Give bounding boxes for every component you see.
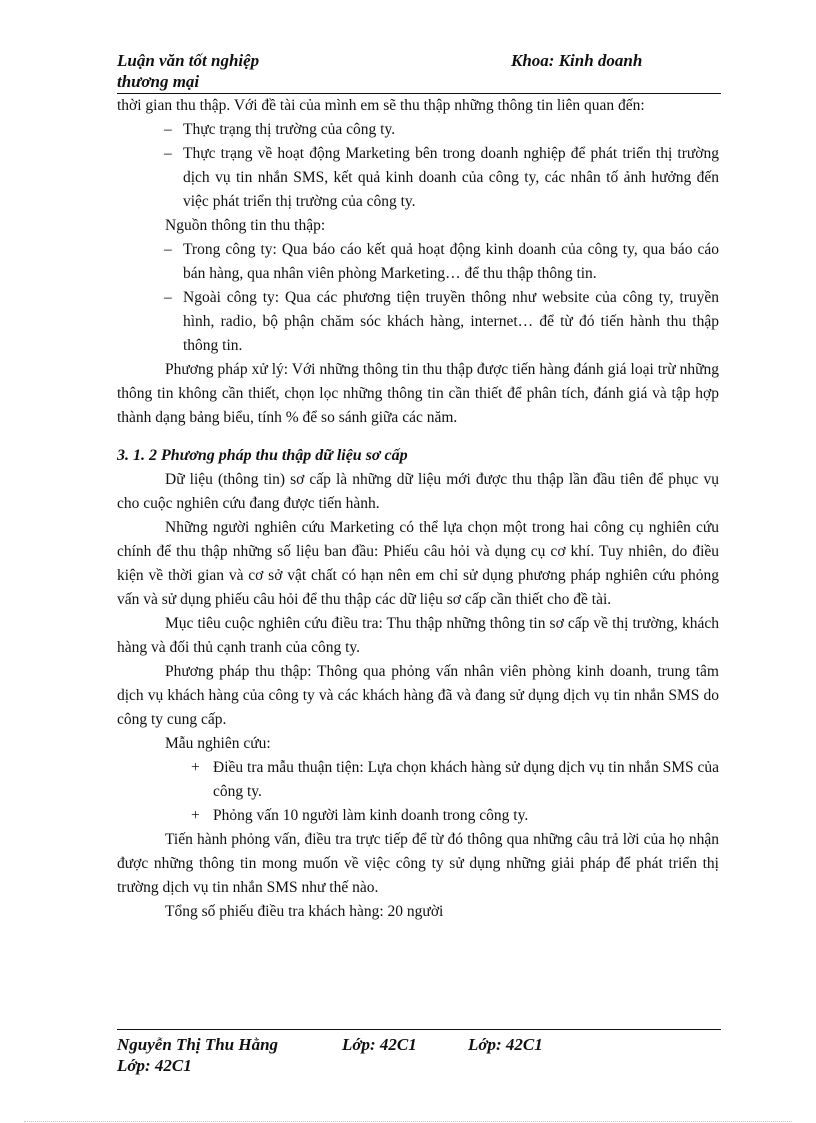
document-body xyxy=(117,94,719,924)
body-paragraph: Phương pháp thu thập: Thông qua phỏng vấn nhân viên phòng kinh doanh, trung tâm dịch vụ khách hàng của công ty và các khách hàng đã và đang sử dụng dịch vụ tin nhắn SMS do công ty cung cấp. xyxy=(117,663,719,728)
dash-marker: – xyxy=(164,289,172,306)
body-paragraph: Tổng số phiếu điều tra khách hàng: 20 người xyxy=(165,903,444,920)
dash-marker: – xyxy=(164,145,172,162)
list-item xyxy=(117,756,719,804)
list-item xyxy=(117,118,719,142)
list-item-text: Thực trạng thị trường của công ty. xyxy=(183,121,396,138)
plus-marker: + xyxy=(191,759,200,776)
list-item xyxy=(117,142,719,214)
body-paragraph: Những người nghiên cứu Marketing có thể lựa chọn một trong hai công cụ nghiên cứu chính để thu thập những số liệu ban đầu: Phiếu câu hỏi và dụng cụ cơ khí. Tuy nhiên, do điều kiện về thời gian và cơ sở vật chất có hạn nên em chỉ sử dụng phương pháp nghiên cứu phỏng vấn và sử dụng phiếu câu hỏi để thu thập các dữ liệu sơ cấp cần thiết cho đề tài. xyxy=(117,519,719,608)
list-item xyxy=(117,804,719,828)
header-faculty: Khoa: Kinh doanh xyxy=(511,51,643,70)
body-paragraph: Mục tiêu cuộc nghiên cứu điều tra: Thu thập những thông tin sơ cấp về thị trường, khách hàng và đối thủ cạnh tranh của công ty. xyxy=(117,615,719,656)
footer-class: Lớp: 42C1 xyxy=(342,1035,417,1054)
processing-paragraph: Phương pháp xử lý: Với những thông tin thu thập được tiến hàng đánh giá loại trừ những thông tin không cần thiết, chọn lọc những thông tin cần thiết để phân tích, đánh giá và tập hợp thành dạng bảng biểu, tính % để so sánh giữa các năm. xyxy=(117,361,719,426)
page-header xyxy=(117,50,721,98)
footer-class: Lớp: 42C1 xyxy=(117,1056,192,1075)
list-item-text: Thực trạng về hoạt động Marketing bên trong doanh nghiệp để phát triển thị trường dịch vụ tin nhắn SMS, kết quả kinh doanh của công ty, các nhân tố ảnh hưởng đến việc phát triển thị trường của công ty. xyxy=(183,145,719,210)
footer-divider xyxy=(117,1029,721,1030)
page-edge-divider xyxy=(24,1121,792,1122)
list-item xyxy=(117,286,719,358)
sample-label: Mẫu nghiên cứu: xyxy=(165,735,271,752)
footer-class: Lớp: 42C1 xyxy=(468,1035,543,1054)
list-item-text: Phỏng vấn 10 người làm kinh doanh trong công ty. xyxy=(213,807,529,824)
header-title-line2: thương mại xyxy=(117,72,200,91)
list-item xyxy=(117,238,719,286)
body-paragraph: Tiến hành phỏng vấn, điều tra trực tiếp để từ đó thông qua những câu trả lời của họ nhận được những thông tin mong muốn về việc công ty sử dụng những giải pháp để phát triển thị trường dịch vụ tin nhắn SMS như thế nào. xyxy=(117,831,719,896)
plus-marker: + xyxy=(191,807,200,824)
dash-marker: – xyxy=(164,121,172,138)
dash-marker: – xyxy=(164,241,172,258)
footer-author: Nguyễn Thị Thu Hằng xyxy=(117,1035,279,1054)
header-title-line1: Luận văn tốt nghiệp xyxy=(117,51,260,70)
list-item-text: Điều tra mẫu thuận tiện: Lựa chọn khách hàng sử dụng dịch vụ tin nhắn SMS của công ty. xyxy=(213,759,719,800)
list-item-text: Ngoài công ty: Qua các phương tiện truyền thông như website của công ty, truyền hình, radio, bộ phận chăm sóc khách hàng, internet… để từ đó tiến hành thu thập thông tin. xyxy=(183,289,719,354)
section-heading: 3. 1. 2 Phương pháp thu thập dữ liệu sơ cấp xyxy=(117,447,408,464)
intro-paragraph: thời gian thu thập. Với đề tài của mình em sẽ thu thập những thông tin liên quan đến: xyxy=(117,97,645,114)
list-item-text: Trong công ty: Qua báo cáo kết quả hoạt động kinh doanh của công ty, qua báo cáo bán hàng, qua nhân viên phòng Marketing… để thu thập thông tin. xyxy=(183,241,719,282)
body-paragraph: Dữ liệu (thông tin) sơ cấp là những dữ liệu mới được thu thập lần đầu tiên để phục vụ cho cuộc nghiên cứu đang được tiến hành. xyxy=(117,471,719,512)
sources-label: Nguồn thông tin thu thập: xyxy=(165,217,326,234)
